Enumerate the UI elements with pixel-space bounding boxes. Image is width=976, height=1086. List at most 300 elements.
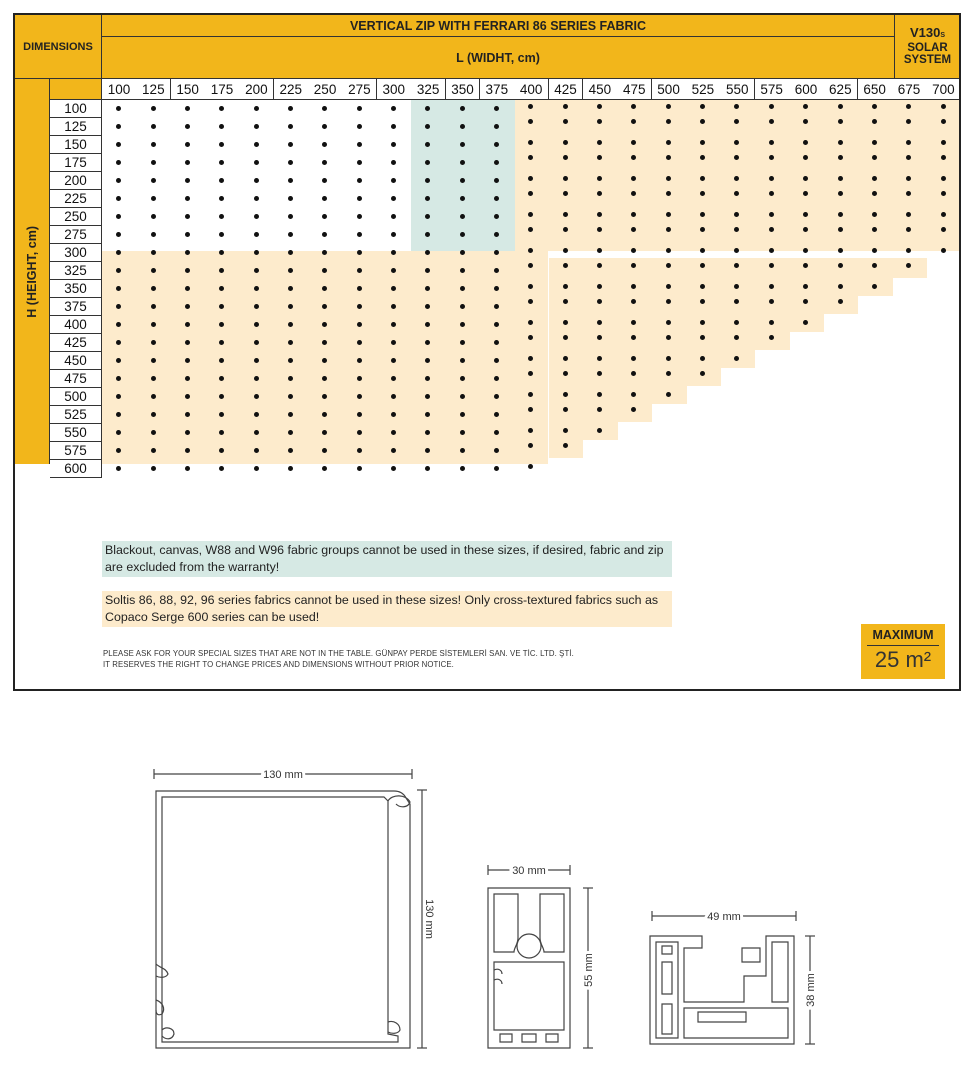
- dot-150x200: [185, 178, 190, 183]
- dot-700x150: [941, 140, 946, 145]
- dot-225x550: [288, 430, 293, 435]
- dot-500x450: [666, 356, 671, 361]
- dot-575x375: [769, 299, 774, 304]
- dot-275x500: [357, 394, 362, 399]
- height-header-475: 475: [50, 370, 102, 388]
- dot-125x100: [151, 106, 156, 111]
- height-header-125: 125: [50, 118, 102, 136]
- dot-425x175: [563, 155, 568, 160]
- bottom-bar-profile-drawing: [644, 904, 824, 1054]
- dot-375x425: [494, 340, 499, 345]
- dot-150x525: [185, 412, 190, 417]
- dot-175x250: [219, 214, 224, 219]
- dot-125x400: [151, 322, 156, 327]
- width-header-300: 300: [377, 79, 412, 100]
- dot-175x150: [219, 142, 224, 147]
- dot-300x275: [391, 232, 396, 237]
- height-header-325: 325: [50, 262, 102, 280]
- dot-575x125: [769, 119, 774, 124]
- solar-model-sub: S: [940, 32, 946, 39]
- dot-500x400: [666, 320, 671, 325]
- dot-500x375: [666, 299, 671, 304]
- dot-525x300: [700, 248, 705, 253]
- dot-625x225: [838, 191, 843, 196]
- dot-550x300: [734, 248, 739, 253]
- dot-100x125: [116, 124, 121, 129]
- dot-650x150: [872, 140, 877, 145]
- left-gutter: [50, 79, 102, 100]
- dot-125x525: [151, 412, 156, 417]
- dot-100x225: [116, 196, 121, 201]
- dot-150x500: [185, 394, 190, 399]
- dot-300x150: [391, 142, 396, 147]
- dot-150x100: [185, 106, 190, 111]
- dot-575x200: [769, 176, 774, 181]
- dot-650x200: [872, 176, 877, 181]
- dot-275x600: [357, 466, 362, 471]
- dot-500x500: [666, 392, 671, 397]
- dot-500x325: [666, 263, 671, 268]
- dot-275x300: [357, 250, 362, 255]
- dot-425x125: [563, 119, 568, 124]
- dot-300x550: [391, 430, 396, 435]
- dot-425x575: [563, 443, 568, 448]
- dot-100x250: [116, 214, 121, 219]
- dot-200x600: [254, 466, 259, 471]
- dot-300x350: [391, 286, 396, 291]
- dot-625x300: [838, 248, 843, 253]
- dot-225x525: [288, 412, 293, 417]
- dot-650x225: [872, 191, 877, 196]
- dot-350x125: [460, 124, 465, 129]
- dot-375x275: [494, 232, 499, 237]
- dot-575x350: [769, 284, 774, 289]
- dot-500x125: [666, 119, 671, 124]
- dot-625x325: [838, 263, 843, 268]
- height-header-350: 350: [50, 280, 102, 298]
- dot-100x175: [116, 160, 121, 165]
- dot-575x150: [769, 140, 774, 145]
- dot-200x450: [254, 358, 259, 363]
- dot-200x125: [254, 124, 259, 129]
- dot-425x300: [563, 248, 568, 253]
- height-header-500: 500: [50, 388, 102, 406]
- dot-625x150: [838, 140, 843, 145]
- dot-175x100: [219, 106, 224, 111]
- width-header-650: 650: [858, 79, 893, 100]
- dot-350x275: [460, 232, 465, 237]
- cream-step-675: [892, 258, 927, 278]
- dot-300x475: [391, 376, 396, 381]
- dot-600x300: [803, 248, 808, 253]
- height-header-175: 175: [50, 154, 102, 172]
- dot-500x250: [666, 212, 671, 217]
- solar-model: V130: [909, 25, 941, 40]
- dot-150x325: [185, 268, 190, 273]
- dot-575x100: [769, 104, 774, 109]
- dot-200x400: [254, 322, 259, 327]
- dot-175x600: [219, 466, 224, 471]
- dot-100x600: [116, 466, 121, 471]
- maximum-label: MAXIMUM: [872, 628, 934, 642]
- dot-700x200: [941, 176, 946, 181]
- dot-625x200: [838, 176, 843, 181]
- height-header-225: 225: [50, 190, 102, 208]
- dot-425x100: [563, 104, 568, 109]
- dot-350x150: [460, 142, 465, 147]
- dot-150x450: [185, 358, 190, 363]
- dot-300x300: [391, 250, 396, 255]
- width-header-125: 125: [136, 79, 171, 100]
- dot-125x550: [151, 430, 156, 435]
- dot-125x125: [151, 124, 156, 129]
- height-header-600: 600: [50, 460, 102, 478]
- dot-375x475: [494, 376, 499, 381]
- height-header-275: 275: [50, 226, 102, 244]
- cassette-height-label: 130 mm: [423, 899, 435, 939]
- dot-300x500: [391, 394, 396, 399]
- dot-100x275: [116, 232, 121, 237]
- dot-200x250: [254, 214, 259, 219]
- dot-125x375: [151, 304, 156, 309]
- bar-height-label: 38 mm: [805, 973, 817, 1007]
- dot-375x600: [494, 466, 499, 471]
- dot-125x600: [151, 466, 156, 471]
- dot-350x425: [460, 340, 465, 345]
- dot-350x325: [460, 268, 465, 273]
- dot-300x325: [391, 268, 396, 273]
- dot-350x225: [460, 196, 465, 201]
- height-header-250: 250: [50, 208, 102, 226]
- dot-625x375: [838, 299, 843, 304]
- dot-650x175: [872, 155, 877, 160]
- dot-575x300: [769, 248, 774, 253]
- dot-425x225: [563, 191, 568, 196]
- dot-275x175: [357, 160, 362, 165]
- dot-125x575: [151, 448, 156, 453]
- dot-375x175: [494, 160, 499, 165]
- dot-275x225: [357, 196, 362, 201]
- dot-425x150: [563, 140, 568, 145]
- dot-200x525: [254, 412, 259, 417]
- dot-150x250: [185, 214, 190, 219]
- corner-label: DIMENSIONS: [15, 15, 102, 79]
- dot-125x175: [151, 160, 156, 165]
- dot-650x300: [872, 248, 877, 253]
- fine-print-line-1: PLEASE ASK FOR YOUR SPECIAL SIZES THAT ARE NOT IN THE TABLE. GÜNPAY PERDE SİSTEMLERİ SAN. VE TİC. LTD. ŞTİ.: [103, 649, 574, 658]
- dot-275x525: [357, 412, 362, 417]
- dot-625x350: [838, 284, 843, 289]
- dot-125x225: [151, 196, 156, 201]
- width-header-425: 425: [549, 79, 584, 100]
- height-label: [15, 79, 50, 464]
- dot-300x100: [391, 106, 396, 111]
- dot-425x425: [563, 335, 568, 340]
- dot-225x500: [288, 394, 293, 399]
- dot-425x525: [563, 407, 568, 412]
- dot-575x175: [769, 155, 774, 160]
- dot-225x100: [288, 106, 293, 111]
- width-header-525: 525: [686, 79, 721, 100]
- dot-250x250: [322, 214, 327, 219]
- dot-225x125: [288, 124, 293, 129]
- dot-275x350: [357, 286, 362, 291]
- dot-250x275: [322, 232, 327, 237]
- dot-650x325: [872, 263, 877, 268]
- dot-250x200: [322, 178, 327, 183]
- dot-350x475: [460, 376, 465, 381]
- cream-step-500: [652, 258, 687, 404]
- table-title: VERTICAL ZIP WITH FERRARI 86 SERIES FABRIC: [102, 15, 895, 37]
- dot-350x400: [460, 322, 465, 327]
- dot-225x250: [288, 214, 293, 219]
- height-header-200: 200: [50, 172, 102, 190]
- dot-225x350: [288, 286, 293, 291]
- dot-650x125: [872, 119, 877, 124]
- dot-575x250: [769, 212, 774, 217]
- dot-125x450: [151, 358, 156, 363]
- dot-225x450: [288, 358, 293, 363]
- dot-275x200: [357, 178, 362, 183]
- height-header-550: 550: [50, 424, 102, 442]
- width-header-350: 350: [446, 79, 481, 100]
- dot-200x100: [254, 106, 259, 111]
- dot-150x175: [185, 160, 190, 165]
- dot-375x450: [494, 358, 499, 363]
- dot-150x300: [185, 250, 190, 255]
- rail-height-label: 55 mm: [583, 953, 595, 987]
- dot-475x300: [631, 248, 636, 253]
- dot-125x475: [151, 376, 156, 381]
- dot-425x550: [563, 428, 568, 433]
- dot-225x275: [288, 232, 293, 237]
- width-header-600: 600: [789, 79, 824, 100]
- dot-125x250: [151, 214, 156, 219]
- system-word: SYSTEM: [903, 54, 952, 66]
- width-header-275: 275: [342, 79, 377, 100]
- width-header-575: 575: [755, 79, 790, 100]
- dot-350x350: [460, 286, 465, 291]
- height-header-375: 375: [50, 298, 102, 316]
- dot-225x400: [288, 322, 293, 327]
- dot-350x375: [460, 304, 465, 309]
- dot-375x525: [494, 412, 499, 417]
- width-header-225: 225: [274, 79, 309, 100]
- dot-175x225: [219, 196, 224, 201]
- dot-375x325: [494, 268, 499, 273]
- dot-350x500: [460, 394, 465, 399]
- dot-500x275: [666, 227, 671, 232]
- dot-425x250: [563, 212, 568, 217]
- dot-275x250: [357, 214, 362, 219]
- dot-200x500: [254, 394, 259, 399]
- dot-500x475: [666, 371, 671, 376]
- height-header-450: 450: [50, 352, 102, 370]
- dot-575x400: [769, 320, 774, 325]
- width-header-375: 375: [480, 79, 515, 100]
- dot-275x475: [357, 376, 362, 381]
- dot-700x250: [941, 212, 946, 217]
- dot-200x150: [254, 142, 259, 147]
- dot-200x175: [254, 160, 259, 165]
- width-header-200: 200: [239, 79, 274, 100]
- fine-print-line-2: IT RESERVES THE RIGHT TO CHANGE PRICES AND DIMENSIONS WITHOUT PRIOR NOTICE.: [103, 660, 454, 669]
- maximum-value: 25 m²: [874, 647, 932, 672]
- dot-275x550: [357, 430, 362, 435]
- width-header-100: 100: [102, 79, 137, 100]
- dot-250x600: [322, 466, 327, 471]
- dot-250x150: [322, 142, 327, 147]
- dot-225x225: [288, 196, 293, 201]
- dot-650x100: [872, 104, 877, 109]
- rail-width-label: 30 mm: [512, 865, 546, 877]
- dot-700x175: [941, 155, 946, 160]
- dot-150x225: [185, 196, 190, 201]
- cassette-profile-drawing: [148, 764, 448, 1054]
- dot-575x425: [769, 335, 774, 340]
- bar-width-label: 49 mm: [707, 911, 741, 923]
- width-label: L (WIDHT, cm): [102, 37, 895, 79]
- dot-425x475: [563, 371, 568, 376]
- dot-225x375: [288, 304, 293, 309]
- dot-125x325: [151, 268, 156, 273]
- dot-375x225: [494, 196, 499, 201]
- dot-150x475: [185, 376, 190, 381]
- cream-note: Soltis 86, 88, 92, 96 series fabrics cannot be used in these sizes! Only cross-textured fabrics such as Copaco Serge 600 series can be used!: [102, 591, 672, 627]
- dot-700x300: [941, 248, 946, 253]
- dot-700x225: [941, 191, 946, 196]
- dot-350x300: [460, 250, 465, 255]
- dot-625x250: [838, 212, 843, 217]
- dot-575x225: [769, 191, 774, 196]
- width-header-700: 700: [926, 79, 961, 100]
- dot-125x425: [151, 340, 156, 345]
- dot-150x425: [185, 340, 190, 345]
- dot-625x275: [838, 227, 843, 232]
- dot-150x275: [185, 232, 190, 237]
- width-header-325: 325: [411, 79, 446, 100]
- dot-275x425: [357, 340, 362, 345]
- dot-575x275: [769, 227, 774, 232]
- dot-200x475: [254, 376, 259, 381]
- dot-250x100: [322, 106, 327, 111]
- dot-125x200: [151, 178, 156, 183]
- dot-425x500: [563, 392, 568, 397]
- solar-system-label: [895, 15, 961, 79]
- dot-200x300: [254, 250, 259, 255]
- dot-400x600: [528, 464, 533, 469]
- dot-700x100: [941, 104, 946, 109]
- dot-350x175: [460, 160, 465, 165]
- dot-700x125: [941, 119, 946, 124]
- width-header-625: 625: [823, 79, 858, 100]
- dot-225x600: [288, 466, 293, 471]
- dot-200x350: [254, 286, 259, 291]
- dot-275x275: [357, 232, 362, 237]
- dot-650x250: [872, 212, 877, 217]
- dot-300x225: [391, 196, 396, 201]
- dot-300x450: [391, 358, 396, 363]
- dot-375x100: [494, 106, 499, 111]
- dot-500x425: [666, 335, 671, 340]
- size-table-sheet: [13, 13, 961, 691]
- dot-275x375: [357, 304, 362, 309]
- dot-375x200: [494, 178, 499, 183]
- maximum-box: [861, 624, 945, 679]
- cassette-width-label: 130 mm: [263, 769, 303, 781]
- dot-125x350: [151, 286, 156, 291]
- dot-150x600: [185, 466, 190, 471]
- dot-100x100: [116, 106, 121, 111]
- guide-rail-profile-drawing: [478, 858, 608, 1058]
- dot-125x275: [151, 232, 156, 237]
- dot-250x125: [322, 124, 327, 129]
- cream-step-475: [617, 258, 652, 422]
- dot-425x325: [563, 263, 568, 268]
- dot-450x300: [597, 248, 602, 253]
- dot-500x300: [666, 248, 671, 253]
- dot-350x200: [460, 178, 465, 183]
- dot-500x350: [666, 284, 671, 289]
- height-header-575: 575: [50, 442, 102, 460]
- dot-200x550: [254, 430, 259, 435]
- height-header-150: 150: [50, 136, 102, 154]
- dot-225x575: [288, 448, 293, 453]
- dot-500x150: [666, 140, 671, 145]
- dot-200x425: [254, 340, 259, 345]
- teal-note: Blackout, canvas, W88 and W96 fabric groups cannot be used in these sizes, if desired, fabric and zip are excluded from the warranty!: [102, 541, 672, 577]
- dot-225x325: [288, 268, 293, 273]
- dot-100x200: [116, 178, 121, 183]
- dot-225x200: [288, 178, 293, 183]
- dot-375x350: [494, 286, 499, 291]
- dot-275x450: [357, 358, 362, 363]
- dot-300x200: [391, 178, 396, 183]
- dot-300x125: [391, 124, 396, 129]
- dot-300x375: [391, 304, 396, 309]
- dot-275x575: [357, 448, 362, 453]
- dot-625x125: [838, 119, 843, 124]
- dot-150x400: [185, 322, 190, 327]
- dot-175x125: [219, 124, 224, 129]
- dot-200x575: [254, 448, 259, 453]
- dot-100x150: [116, 142, 121, 147]
- width-header-400: 400: [514, 79, 549, 100]
- dot-350x525: [460, 412, 465, 417]
- dot-200x325: [254, 268, 259, 273]
- width-header-150: 150: [171, 79, 206, 100]
- dot-375x150: [494, 142, 499, 147]
- dot-700x275: [941, 227, 946, 232]
- dot-425x275: [563, 227, 568, 232]
- dot-125x150: [151, 142, 156, 147]
- dot-275x100: [357, 106, 362, 111]
- width-header-250: 250: [308, 79, 343, 100]
- height-header-400: 400: [50, 316, 102, 334]
- width-header-175: 175: [205, 79, 240, 100]
- dot-375x300: [494, 250, 499, 255]
- dot-225x475: [288, 376, 293, 381]
- height-header-425: 425: [50, 334, 102, 352]
- dot-575x325: [769, 263, 774, 268]
- dot-375x500: [494, 394, 499, 399]
- dot-350x550: [460, 430, 465, 435]
- dot-250x175: [322, 160, 327, 165]
- dot-225x425: [288, 340, 293, 345]
- dot-275x150: [357, 142, 362, 147]
- dot-425x450: [563, 356, 568, 361]
- dot-200x225: [254, 196, 259, 201]
